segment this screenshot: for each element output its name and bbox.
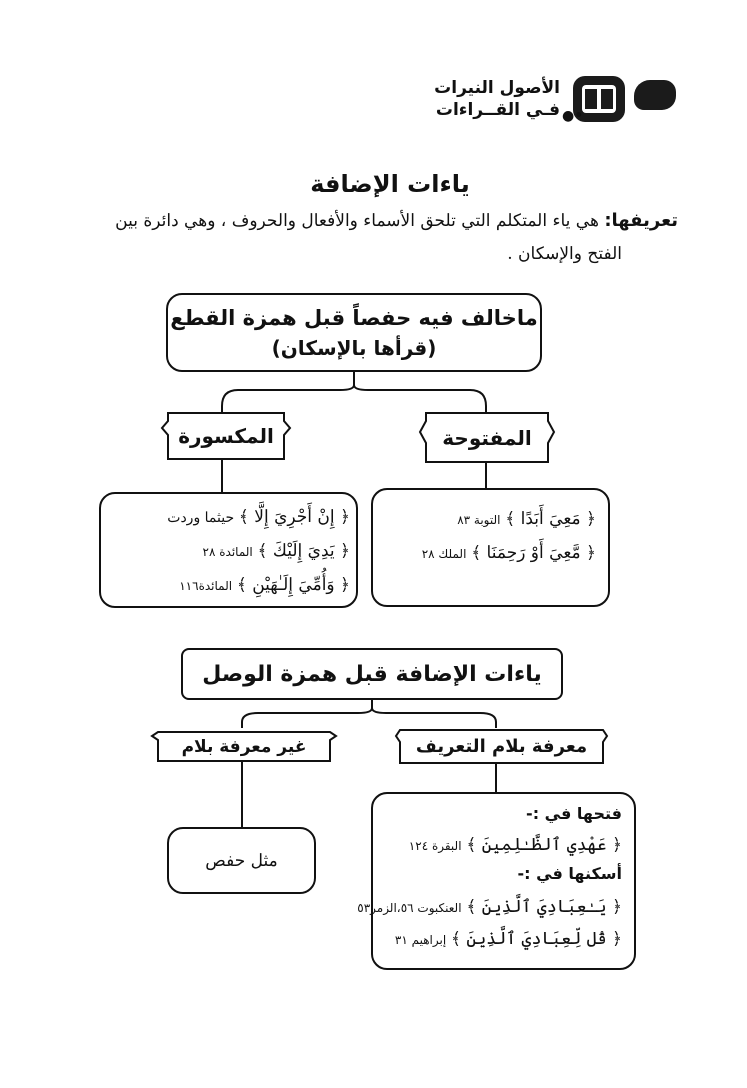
example-verse: ﴿ عَهْدِي ٱلظَّـٰلِمِينَ ﴾ (466, 835, 622, 855)
label-definite: معرفة بلام التعريف (415, 736, 588, 757)
brand-line-2: فـي القــراءات (435, 100, 560, 120)
logo-dots: ●• (562, 108, 584, 124)
example-verse: ﴿ مَعِيَ أَبَدًا ﴾ (505, 509, 596, 529)
example-item (409, 834, 622, 855)
example-ref: البقرة ١٢٤ (408, 839, 462, 853)
example-ref: التوبة ٨٣ (457, 513, 501, 527)
example-ref: الملك ٢٨ (421, 547, 467, 561)
page-title: ياءات الإضافة (310, 170, 470, 198)
example-ref: العنكبوت ٥٦،الزمر٥٣ (357, 901, 462, 915)
label-maksura: المكسورة (178, 424, 274, 448)
example-item (422, 542, 596, 563)
brand-line-1: الأصول النيرات (434, 78, 560, 98)
example-ref: المائدة ٢٨ (202, 545, 253, 559)
example-verse: ﴿ يَدِيَ إِلَيْكَ ﴾ (257, 541, 350, 561)
example-item (357, 896, 622, 917)
section1-title-box (166, 293, 542, 372)
label-not-definite: غير معرفة بلام (181, 736, 307, 757)
example-ref: إبراهيم ٣١ (394, 933, 447, 947)
example-item (395, 928, 622, 949)
silenced-heading: أسكنها في :- (517, 864, 622, 883)
section1-title-line1: ماخالف فيه حفصاً قبل همزة القطع (170, 305, 538, 330)
example-verse: ﴿ يَـٰعِبَادِيَ ٱلَّذِينَ ﴾ (466, 897, 622, 917)
example-item (179, 574, 350, 595)
example-ref: حيثما وردت (167, 510, 235, 526)
example-item (167, 506, 350, 527)
definition-label: تعريفها: (604, 210, 678, 231)
definition-text: هي ياء المتكلم التي تلحق الأسماء والأفعال والحروف ، وهي دائرة بين (115, 211, 599, 231)
example-verse: ﴿ مَّعِيَ أَوْ رَحِمَنَا ﴾ (471, 543, 596, 563)
example-item (457, 508, 596, 529)
example-verse: ﴿ إِنْ أَجْرِيَ إِلَّا ﴾ (238, 507, 350, 527)
definite-examples-box (357, 792, 636, 970)
label-maftuha: المفتوحة (442, 425, 532, 450)
example-verse: ﴿ قُل لِّعِبَادِيَ ٱلَّذِينَ ﴾ (450, 929, 622, 949)
maksura-examples-box (99, 492, 358, 608)
section1-title-line2: (قرأها بالإسكان) (271, 335, 437, 360)
opened-heading: فتحها في :- (526, 804, 622, 823)
example-item (203, 540, 350, 561)
section2-title-box: ياءات الإضافة قبل همزة الوصل (181, 648, 563, 700)
maftuha-examples-box (371, 488, 610, 607)
like-hafs-box: مثل حفص (167, 827, 316, 894)
example-verse: ﴿ وَأُمِّيَ إِلَـٰهَيْنِ ﴾ (236, 575, 350, 595)
definition-line-2: الفتح والإسكان . (507, 244, 622, 264)
example-ref: المائدة١١٦ (179, 579, 233, 593)
